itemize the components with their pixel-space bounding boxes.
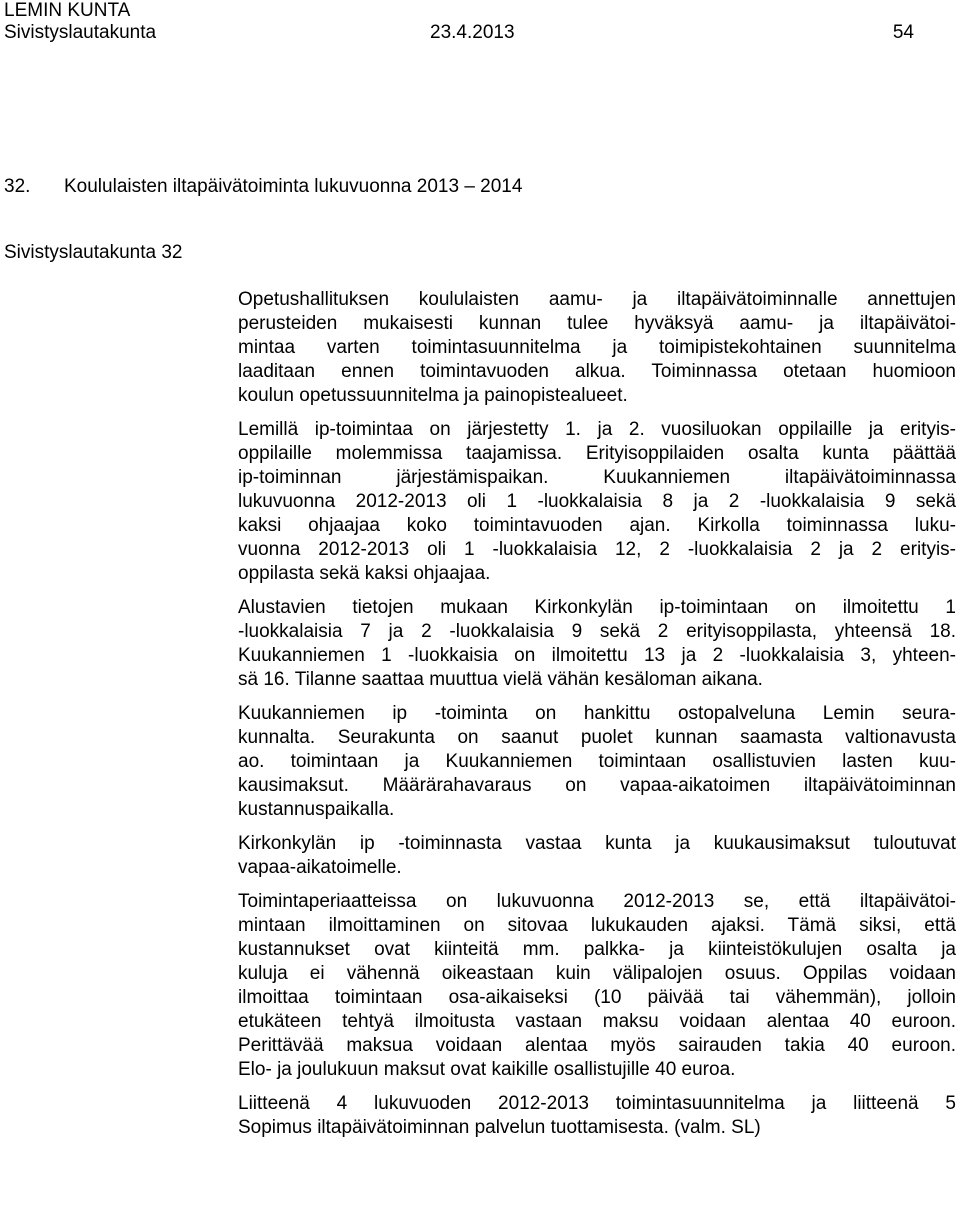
paragraph <box>238 1092 956 1140</box>
text-line: Sopimus iltapäivätoiminnan palvelun tuottamisesta. (valm. SL) <box>238 1117 761 1138</box>
text-line: Kuukanniemen 1 -luokkaisia on ilmoitettu 13 ja 2 -luokkalaisia 3, yhteen- <box>238 645 956 666</box>
text-line: laaditaan ennen toimintavuoden alkua. Toiminnassa otetaan huomioon <box>238 361 956 382</box>
text-line: etukäteen tehtyä ilmoitusta vastaan maksu voidaan alentaa 40 euroon. <box>238 1011 956 1032</box>
text-line: Perittävää maksua voidaan alentaa myös sairauden takia 40 euroon. <box>238 1035 956 1056</box>
section-number: 32. <box>4 176 31 197</box>
paragraph <box>238 890 956 1082</box>
preparation-label: Sivistyslautakunta 32 <box>4 242 183 263</box>
committee-name: Sivistyslautakunta <box>4 22 157 43</box>
text-line: vuonna 2012-2013 oli 1 -luokkalaisia 12, 2 -luokkalaisia 2 ja 2 erityis- <box>238 539 956 560</box>
paragraph <box>238 596 956 692</box>
paragraph <box>238 702 956 822</box>
document-body <box>238 288 956 1150</box>
text-line: kunnalta. Seurakunta on saanut puolet kunnan saamasta valtionavusta <box>238 727 956 748</box>
text-line: kausimaksut. Määrärahavaraus on vapaa-aikatoimen iltapäivätoiminnan <box>238 775 956 796</box>
paragraph <box>238 288 956 408</box>
text-line: oppilasta sekä kaksi ohjaajaa. <box>238 563 491 584</box>
text-line: sä 16. Tilanne saattaa muuttua vielä vähän kesäloman aikana. <box>238 669 763 690</box>
text-line: Alustavien tietojen mukaan Kirkonkylän ip-toimintaan on ilmoitettu 1 <box>238 597 956 618</box>
text-line: kustannuspaikalla. <box>238 799 395 820</box>
text-line: -luokkalaisia 7 ja 2 -luokkalaisia 9 sekä 2 erityisoppilasta, yhteensä 18. <box>238 621 956 642</box>
text-line: ilmoittaa toimintaan osa-aikaiseksi (10 päivää tai vähemmän), jolloin <box>238 987 956 1008</box>
text-line: mintaa varten toimintasuunnitelma ja toimipistekohtainen suunnitelma <box>238 337 956 358</box>
text-line: kaksi ohjaajaa koko toimintavuoden ajan. Kirkolla toiminnassa luku- <box>238 515 956 536</box>
text-line: lukuvuonna 2012-2013 oli 1 -luokkalaisia 8 ja 2 -luokkalaisia 9 sekä <box>238 491 956 512</box>
organization-name: LEMIN KUNTA <box>4 0 131 21</box>
page-header <box>4 22 914 46</box>
text-line: koulun opetussuunnitelma ja painopistealueet. <box>238 385 628 406</box>
text-line: mintaan ilmoittaminen on sitovaa lukukauden ajaksi. Tämä siksi, että <box>238 915 956 936</box>
text-line: Opetushallituksen koululaisten aamu- ja iltapäivätoiminnalle annettujen <box>238 289 956 310</box>
text-line: Kirkonkylän ip -toiminnasta vastaa kunta ja kuukausimaksut tuloutuvat <box>238 833 956 854</box>
section-heading <box>4 176 522 198</box>
text-line: Lemillä ip-toimintaa on järjestetty 1. ja 2. vuosiluokan oppilaille ja erityis- <box>238 419 956 440</box>
text-line: Kuukanniemen ip -toiminta on hankittu ostopalveluna Lemin seura- <box>238 703 956 724</box>
text-line: Elo- ja joulukuun maksut ovat kaikille osallistujille 40 euroa. <box>238 1059 736 1080</box>
text-line: kuluja ei vähennä oikeastaan kuin välipalojen osuus. Oppilas voidaan <box>238 963 956 984</box>
text-line: kustannukset ovat kiinteitä mm. palkka- ja kiinteistökulujen osalta ja <box>238 939 956 960</box>
text-line: oppilaille molemmissa taajamissa. Erityisoppilaiden osalta kunta päättää <box>238 443 956 464</box>
text-line: ip-toiminnan järjestämispaikan. Kuukanniemen iltapäivätoiminnassa <box>238 467 956 488</box>
text-line: Liitteenä 4 lukuvuoden 2012-2013 toimintasuunnitelma ja liitteenä 5 <box>238 1093 956 1114</box>
text-line: vapaa-aikatoimelle. <box>238 857 402 878</box>
text-line: Toimintaperiaatteissa on lukuvuonna 2012-2013 se, että iltapäivätoi- <box>238 891 956 912</box>
text-line: perusteiden mukaisesti kunnan tulee hyväksyä aamu- ja iltapäivätoi- <box>238 313 956 334</box>
section-title: Koululaisten iltapäivätoiminta lukuvuonna 2013 – 2014 <box>64 176 523 197</box>
page-number: 54 <box>892 22 914 43</box>
text-line: ao. toimintaan ja Kuukanniemen toimintaan osallistuvien lasten kuu- <box>238 751 956 772</box>
paragraph <box>238 832 956 880</box>
paragraph <box>238 418 956 586</box>
meeting-date: 23.4.2013 <box>430 22 515 43</box>
